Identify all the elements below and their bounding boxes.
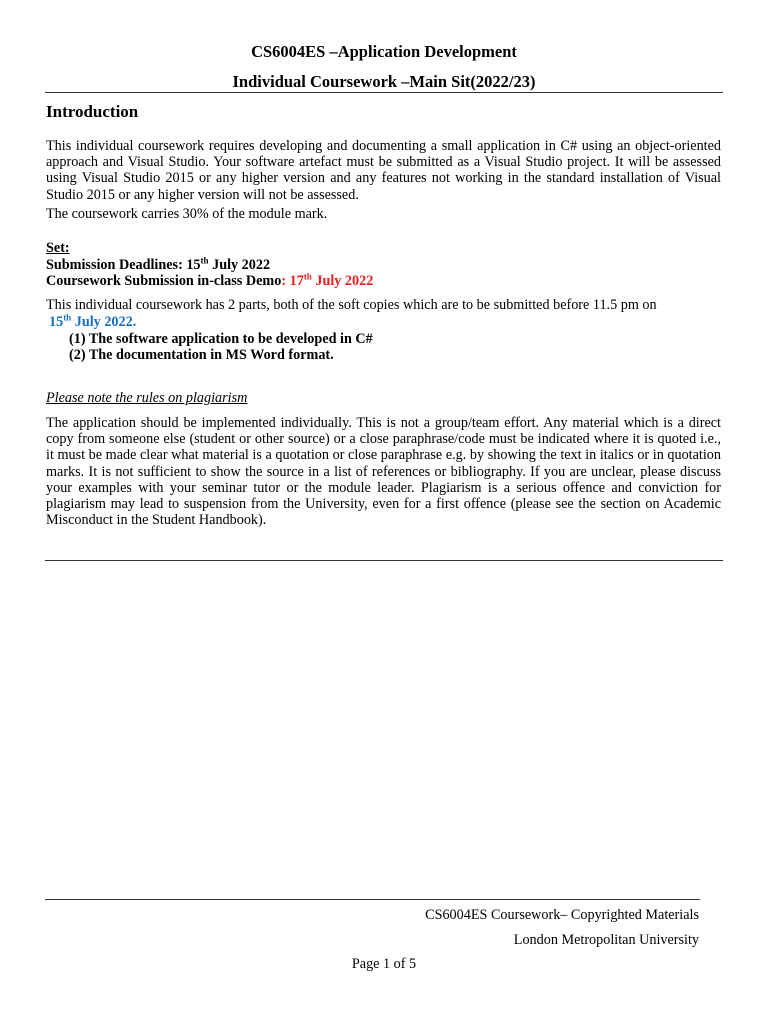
introduction-heading: Introduction: [46, 102, 139, 121]
marks-line: The coursework carries 30% of the module mark.: [46, 206, 328, 222]
header-divider: [45, 92, 723, 93]
page-number: Page 1 of 5: [351, 956, 417, 972]
submission-deadline: Submission Deadlines: 15th July 2022: [46, 255, 271, 273]
part-item-software: (1) The software application to be developed in C#: [69, 331, 373, 347]
set-label: Set:: [46, 240, 70, 256]
parts-intro: This individual coursework has 2 parts, both of the soft copies which are to be submitted before 11.5 pm on: [46, 297, 657, 313]
part-item-documentation: (2) The documentation in MS Word format.: [69, 347, 334, 363]
introduction-paragraph: This individual coursework requires developing and documenting a small application in C# using an object-oriented approach and Visual Studio. Your software artefact must be submitted as a Visual Studio project. It will be assessed using Visual Studio 2015 or any higher version and any features not working in the standard installation of Visual Studio 2015 or any higher version will not be assessed.: [46, 138, 721, 203]
parts-due-date: 15th July 2022.: [49, 312, 137, 330]
plagiarism-heading: Please note the rules on plagiarism: [46, 390, 248, 406]
footer-copyright: CS6004ES Coursework– Copyrighted Materials: [425, 907, 699, 923]
document-subtitle: Individual Coursework –Main Sit(2022/23): [232, 72, 536, 91]
content-divider: [45, 560, 723, 561]
footer-university: London Metropolitan University: [513, 932, 699, 948]
document-title: CS6004ES –Application Development: [251, 42, 517, 61]
footer-divider: [45, 899, 700, 900]
in-class-demo: Coursework Submission in-class Demo: 17th July 2022: [46, 271, 374, 289]
plagiarism-paragraph: The application should be implemented individually. This is not a group/team effort. Any material which is a direct copy from someone else (student or other source) or a close paraphrase/code must be indicated where it is quoted i.e., it must be made clear what material is a quotation or close paraphrase e.g. by showing the text in italics or in quotation marks. It is not sufficient to show the source in a list of references or bibliography. If you are unclear, please discuss your examples with your seminar tutor or the module leader. Plagiarism is a serious offence and conviction for plagiarism may lead to suspension from the University, even for a first offence (please see the section on Academic Misconduct in the Student Handbook).: [46, 415, 721, 529]
